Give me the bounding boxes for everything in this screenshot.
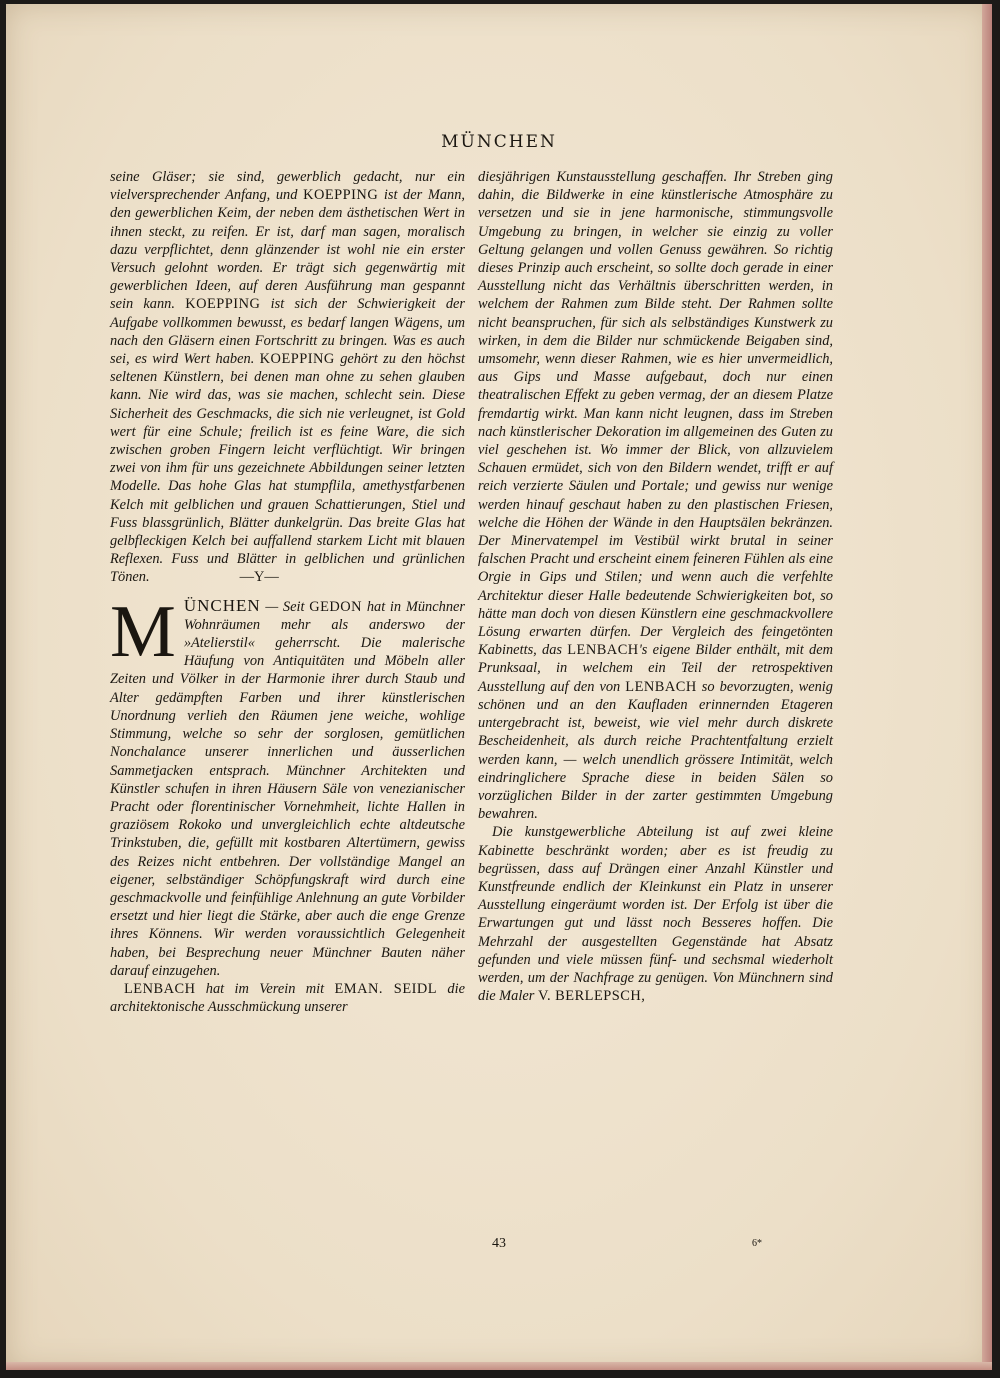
left-paragraph-3 — [110, 980, 465, 1016]
page-edge-bottom — [6, 1362, 992, 1370]
running-head: MÜNCHEN — [441, 132, 557, 152]
drop-cap-initial: M — [110, 590, 176, 673]
text-run: die architektonische Ausschmückung unserer — [110, 980, 466, 1016]
left-column — [110, 168, 465, 1016]
page-number: 43 — [492, 1236, 506, 1251]
name-berlepsch: V. BERLEPSCH — [537, 988, 642, 1005]
right-column — [478, 168, 833, 1005]
text-run: hat in Münchner Wohnräumen mehr als anderswo der »Atelierstil« geherrscht. Die malerische Häufung von Antiquitäten und Möbeln aller Zeiten und Völker in der Harmonie ihrer durch Staub und Alter gedämpften Farben und ihrer künstlerischen Unordnung verlieh den Räumen jene weiche, wohlige Stimmung, welche so sehr der sorglosen, gemütlichen Nonchalance unserer innerlichen und äusserlichen Sammetjacken entsprach. Münchner Architekten und Künstler schufen in ihren Häusern Säle von venezianischer Pracht oder florentinischer Vornehmheit, lichte Hallen in graziösem Rokoko und unvergleichlich echte altdeutsche Trinkstuben, die, gefüllt mit kostbaren Altertümern, gewiss des Reizes nicht entbehren. Der vollständige Mangel an eigener, selbständiger Schöpfungskraft wird durch eine geschmackvolle und feinfühlige Anlehnung an gute Vorbilder ersetzt und hier liegt die Stärke, aber auch die enge Grenze ihres Könnens. Wir werden voraussichtlich Gelegenheit haben, bei Besprechung neuer Münchner Bauten näher darauf einzugehen. — [110, 598, 465, 979]
text-run: seine Gläser; sie sind, gewerblich gedacht, nur ein vielversprechender Anfang, und — [110, 169, 465, 204]
right-paragraph-2 — [478, 823, 833, 1005]
name-koepping: KOEPPING — [185, 296, 261, 313]
name-gedon: GEDON — [309, 598, 363, 615]
right-paragraph-1 — [478, 168, 833, 823]
name-seidl: EMAN. SEIDL — [334, 980, 438, 997]
name-lenbach: LENBACH — [625, 678, 697, 695]
section-heading: ÜNCHEN — [183, 595, 261, 615]
text-run: diesjährigen Kunstausstellung geschaffen. Ihr Streben ging dahin, die Bildwerke in eine künstlerische Atmosphäre zu versetzen und sie in jene harmonische, stimmungsvolle Umgebung zu bringen, in welcher sie einzig zu voller Geltung gelangen und vollen Genuss gewähren. So richtig dieses Prinzip auch erscheint, so sollte doch gerade in einer Ausstellung nicht das Verhältnis überschritten werden, in welchem der Rahmen zum Bilde steht. Der Rahmen sollte nicht beanspruchen, für sich als selbständiges Kunstwerk zu wirken, in dem die Bilder nur schmückende Beigaben sind, umsomehr, wenn dieser Rahmen, wie es hier unvermeidlich, aus Gips und Masse aufgebaut, doch nur einen theatralischen Effekt zu geben vermag, der an diesem Platze fremdartig wirkt. Man kann nicht leugnen, dass im Streben nach künstlerischer Dekoration im allgemeinen des Guten zu viel geschehen ist. Wo immer der Blick, von allzuvielem Schauen ermüdet, sich von den Bildern wendet, trifft er auf reich verzierte Säulen und Portale; und gewiss nur wenige werden hinauf geschaut haben zu den plastischen Friesen, welche die Höhen der Wände in den Hauptsälen bekränzen. Der Minervatempel im Vestibül wirkt brutal in seiner falschen Pracht und erscheint einem feineren Fühlen als eine Orgie in Gips und Stilen; und wenn auch die verfehlte Architektur dieser Halle bedeutende Schwierigkeiten bot, so hätte man doch von diesen Künstlern eine geschmackvollere Lösung erwarten dürfen. Der Vergleich des feingetönten Kabinetts, das — [478, 169, 833, 659]
name-lenbach: LENBACH — [567, 642, 639, 659]
text-run: ist sich der Schwierigkeit der Aufgabe vollkommen bewusst, es bedarf langen Wägens, um nach den Gläsern einen Fortschritt zu bringen. Was es auch sei, es wird Wert haben. — [110, 296, 465, 368]
left-paragraph-1 — [110, 168, 465, 587]
name-lenbach: LENBACH — [124, 980, 196, 997]
signature-mark: 6* — [752, 1238, 762, 1249]
text-run: 's eigene Bilder enthält, mit dem Prunksaal, in welchem ein Teil der retrospektiven Ausstellung auf den von — [478, 642, 833, 695]
name-koepping: KOEPPING — [303, 187, 379, 204]
book-page — [6, 4, 992, 1370]
text-run: , — [641, 988, 645, 1005]
text-run: so bevorzugten, wenig schönen und an den Kaufladen erinnernden Etageren untergebracht ist, beweist, wie viel mehr durch diskrete Bescheidenheit, als durch reiche Prachtentfaltung erzielt werden kann, — welch unendlich grössere Intimität, welch eindringlichere Sprache diese in beiden Sälen so vorzüglichen Bilder in der zarter gestimmten Umgebung bewahren. — [478, 678, 833, 823]
section-ornament: —Y— — [239, 569, 279, 586]
text-run: gehört zu den höchst seltenen Künstlern, bei denen man ohne zu sehen glauben kann. Nie wird das, was sie machen, schlecht sein. Diese Sicherheit des Geschmacks, die sich nie verleugnet, ist Gold wert für eine Schule; freilich ist es feine Ware, die sich zwischen groben Fingern leicht verflüchtigt. Wir bringen zwei von ihm für uns gezeichnete Abbildungen seiner letzten Modelle. Das hohe Glas hat stumpflila, amethystfarbenen Kelch mit gelblichen und grauen Schattierungen, Stiel und Fuss blassgrünlich, Blätter dunkelgrün. Das breite Glas hat gelbfleckigen Kelch bei auffallend starkem Licht mit blauen Reflexen. Fuss und Blätter in gelblichen und grünlichen Tönen. — [110, 351, 465, 586]
text-run: ist der Mann, den gewerblichen Keim, der neben dem ästhetischen Wert in ihnen steckt, zu reifen. Er ist, darf man sagen, moralisch dazu verpflichtet, denn glänzender ist wohl nie ein erster Versuch gelohnt worden. Er trägt sich gegenwärtig mit gewerblichen Ideen, auf deren Ausführung man gespannt sein kann. — [110, 187, 466, 313]
page-edge-right — [982, 4, 992, 1370]
text-run: Die kunstgewerbliche Abteilung ist auf zwei kleine Kabinette beschränkt worden; aber es ist freudig zu begrüssen, dass auf Drängen einer Anzahl Künstler und Kunstfreunde endlich der Kleinkunst ein Platz in unserer Ausstellung eingeräumt worden ist. Der Erfolg ist über die Erwartungen gut und lässt noch Besseres hoffen. Die Mehrzahl der ausgestellten Gegenstände hat Absatz gefunden und viele müssen fünf- und sechsmal wiederholt werden, um der Nachfrage zu genügen. Von Münchnern sind die Maler — [478, 824, 833, 1005]
text-run: hat im Verein mit — [195, 980, 335, 997]
name-koepping: KOEPPING — [259, 351, 335, 368]
text-run: — Seit — [260, 598, 310, 615]
section-muenchen — [110, 590, 465, 980]
